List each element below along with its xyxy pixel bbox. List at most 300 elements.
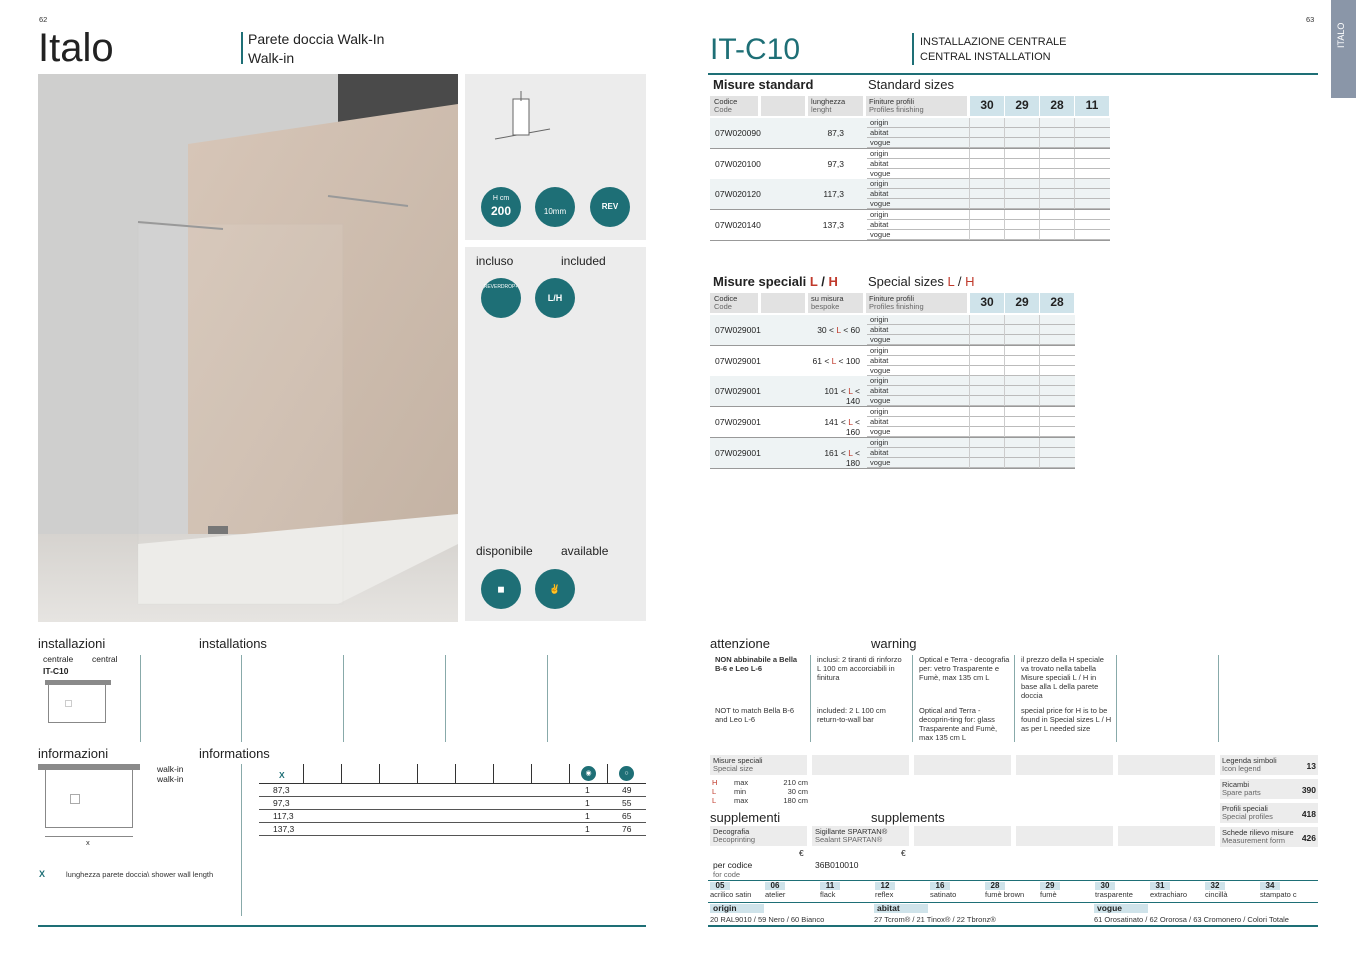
x-dimension-label: x — [86, 838, 90, 847]
info-table — [259, 764, 646, 838]
row-divider — [710, 345, 1075, 346]
range-lt-1: < — [824, 355, 830, 366]
info-row-n: 1 — [585, 811, 590, 821]
title-divider — [241, 32, 243, 64]
range-min: 30 — [817, 325, 827, 335]
warning-heading: warning — [871, 636, 917, 651]
warn-2-it: inclusi: 2 tiranti di rinforzo L 100 cm accorciabili in finitura — [817, 655, 902, 682]
fin-group-name: origin — [710, 904, 764, 913]
finish-col-line — [1074, 210, 1075, 240]
spec-title: Misure speciali L / H — [713, 274, 838, 289]
finish-line — [867, 324, 1075, 325]
deco-box: Decografia Decoprinting — [710, 826, 807, 846]
finish-col-line — [1074, 118, 1075, 148]
hdr-len-en: lenght — [811, 105, 832, 114]
ms-v: 30 cm — [787, 787, 808, 796]
glass-name: flack — [820, 890, 836, 899]
range-max: 100 — [845, 355, 860, 366]
finish-label: vogue — [870, 427, 891, 437]
finish-col-line — [969, 407, 970, 437]
hdr-fin-en: Profiles finishing — [869, 105, 924, 114]
ms-key: L — [712, 796, 717, 805]
range-min: 161 — [824, 447, 839, 458]
finish-col-line — [1004, 407, 1005, 437]
range-lt-2: < — [855, 386, 860, 397]
row-band — [710, 118, 1110, 148]
hdr-blank — [761, 96, 805, 116]
glass-row — [710, 882, 1318, 900]
ms-v: 210 cm — [783, 778, 808, 787]
informations-heading: informations — [199, 746, 270, 761]
fin-group-desc: 20 RAL9010 / 59 Nero / 60 Bianco — [710, 915, 825, 924]
row-divider — [710, 406, 1075, 407]
weight-icon: ◉ — [581, 766, 596, 781]
finish-label: abitat — [870, 158, 889, 168]
finish-line — [867, 416, 1075, 417]
finish-col-header: 11 — [1075, 96, 1109, 116]
option-icon-1: ◼ — [481, 569, 521, 609]
finish-col-header: 28 — [1040, 293, 1074, 313]
page-number-left: 62 — [39, 15, 48, 24]
finish-col-line — [1039, 210, 1040, 240]
model-title: IT-C10 — [710, 33, 801, 66]
finish-col-line — [969, 346, 970, 376]
finish-col-line — [969, 118, 970, 148]
finish-label: origin — [870, 315, 889, 324]
info-col-divider — [569, 764, 570, 783]
warn-4-en: special price for H is to be found in Special sizes L / H as per L needed size — [1021, 706, 1112, 733]
incluso-label: incluso — [476, 254, 514, 268]
info-row-line — [259, 835, 646, 836]
glass-code: 29 — [1040, 882, 1060, 890]
ms-m: max — [734, 778, 749, 787]
glass-name: trasparente — [1095, 890, 1133, 899]
row-range — [810, 448, 860, 468]
std-title-en: Standard sizes — [868, 77, 954, 92]
glass-code: 16 — [930, 882, 950, 890]
finish-line — [867, 355, 1075, 356]
info-row-line — [259, 809, 646, 810]
side-ref-it: Legenda simboli — [1222, 756, 1277, 765]
finish-label: vogue — [870, 365, 891, 375]
finish-label: origin — [870, 376, 889, 386]
subtitle-1: Parete doccia Walk-In — [248, 31, 385, 47]
row-code: 07W029001 — [715, 417, 761, 428]
range-lt-1: < — [840, 417, 846, 428]
hdr-bespoke-en: bespoke — [811, 302, 840, 311]
row-divider — [710, 209, 1110, 210]
row-code: 07W029001 — [715, 325, 761, 335]
info-row-v: 76 — [622, 824, 632, 834]
finish-label: abitat — [870, 417, 889, 427]
info-diagram — [45, 770, 133, 828]
finish-label: origin — [870, 118, 889, 127]
row-range — [810, 356, 860, 366]
info-row-v: 65 — [622, 811, 632, 821]
glass-code: 32 — [1205, 882, 1225, 890]
finish-col-line — [1039, 438, 1040, 468]
range-L: L — [848, 447, 853, 458]
row-code: 07W029001 — [715, 447, 761, 458]
side-tab: ITALO — [1331, 0, 1356, 98]
side-ref-it: Ricambi — [1222, 780, 1250, 789]
side-ref-en: Icon legend — [1222, 764, 1261, 773]
finish-col-line — [1039, 315, 1040, 345]
row-len: 137,3 — [822, 220, 844, 231]
finish-col-line — [1004, 149, 1005, 179]
informazioni-heading: informazioni — [38, 746, 109, 761]
hdr-len: lunghezza — [811, 97, 846, 106]
included-panel — [465, 247, 646, 621]
finish-col-line — [969, 438, 970, 468]
glass-name: reflex — [875, 890, 894, 899]
legend-text: lunghezza parete doccia\ shower wall length — [66, 870, 214, 879]
row-code: 07W020100 — [715, 158, 761, 169]
gray-cell-3 — [1016, 755, 1113, 775]
finish-line — [867, 426, 1075, 427]
installazioni-heading: installazioni — [38, 636, 106, 651]
glass-name: fumè — [1040, 890, 1057, 899]
included-label: included — [561, 254, 606, 268]
fin-group-desc: 27 Tcrom® / 21 Tinox® / 22 Tbronz® — [874, 915, 996, 924]
finish-col-line — [1004, 438, 1005, 468]
hdr-fin: Finiture profili — [869, 294, 915, 303]
glass-name: extrachiaro — [1150, 890, 1188, 899]
ms-key: H — [712, 778, 718, 787]
info-row-x: 87,3 — [273, 785, 290, 795]
hdr-code: Codice — [714, 97, 738, 106]
side-ref-page: 426 — [1301, 833, 1316, 843]
glass-name: acrilico satin — [710, 890, 752, 899]
finish-col-line — [969, 210, 970, 240]
row-code: 07W020140 — [715, 220, 761, 231]
finish-label: vogue — [870, 168, 891, 178]
info-row-n: 1 — [585, 824, 590, 834]
range-lt-2: < — [843, 325, 849, 335]
glass-name: fumè brown — [985, 890, 1025, 899]
range-min: 61 — [812, 355, 822, 366]
finish-col-line — [1039, 118, 1040, 148]
standard-sizes-table — [710, 96, 1110, 246]
product-title: Italo — [38, 26, 114, 70]
height-icon: H cm 200 — [481, 187, 521, 227]
row-divider — [710, 148, 1110, 149]
row-range — [810, 325, 860, 335]
finish-line — [867, 334, 1075, 335]
glass-name: atelier — [765, 890, 786, 899]
finish-label: abitat — [870, 325, 889, 334]
range-L: L — [848, 386, 853, 397]
top-rule-right — [708, 73, 1318, 75]
info-col-divider — [379, 764, 380, 783]
hdr-code-en: Code — [714, 105, 732, 114]
install-diagram — [48, 685, 106, 723]
ms-m: min — [734, 787, 747, 796]
info-row-v: 49 — [622, 785, 632, 795]
finish-col-header: 29 — [1005, 96, 1039, 116]
finish-label: vogue — [870, 199, 891, 209]
glass-code: 05 — [710, 882, 730, 890]
finish-label: abitat — [870, 355, 889, 365]
info-table-x-header: X — [279, 770, 285, 780]
finish-label: abitat — [870, 189, 889, 199]
finish-label: abitat — [870, 128, 889, 137]
glass-code: 11 — [820, 882, 840, 890]
finish-col-line — [1074, 149, 1075, 179]
centrale-label: centrale — [43, 654, 74, 664]
gray-cell-6 — [1016, 826, 1113, 846]
row-code: 07W020120 — [715, 189, 761, 200]
glass-name: cincillà — [1205, 890, 1228, 899]
seal-code: 36B010010 — [815, 860, 859, 870]
info-row-n: 1 — [585, 798, 590, 808]
warn-2-en: included: 2 L 100 cm return-to-wall bar — [817, 706, 886, 724]
info-col-divider — [417, 764, 418, 783]
info-col-divider — [341, 764, 342, 783]
finish-col-header: 28 — [1040, 96, 1074, 116]
finish-col-line — [1004, 118, 1005, 148]
side-ref-en: Special profiles — [1222, 812, 1273, 821]
row-code: 07W029001 — [715, 355, 761, 366]
row-divider — [710, 240, 1110, 241]
warn-3-it: Optical e Terra - decografia per: vetro Trasparente e Fumè, max 135 cm L — [919, 655, 1010, 682]
finish-label: origin — [870, 179, 889, 189]
range-max: 60 — [850, 325, 860, 335]
info-row-x: 137,3 — [273, 824, 295, 834]
lh-icon: L/H — [535, 278, 575, 318]
info-row-x: 117,3 — [273, 811, 294, 821]
finish-label: vogue — [870, 230, 891, 240]
side-ref-it: Schede rilievo misure — [1222, 828, 1294, 837]
side-ref-it: Profili speciali — [1222, 804, 1268, 813]
legend-x: X — [39, 869, 46, 879]
glass-code: 34 — [1260, 882, 1280, 890]
attenzione-heading: attenzione — [710, 636, 770, 651]
finish-col-line — [1004, 376, 1005, 406]
info-col-divider — [531, 764, 532, 783]
range-max: 180 — [845, 457, 860, 468]
range-lt-1: < — [840, 386, 846, 397]
finish-label: vogue — [870, 335, 891, 344]
range-lt-1: < — [840, 447, 846, 458]
range-L: L — [836, 325, 841, 335]
finish-col-line — [1004, 315, 1005, 345]
row-band — [710, 179, 1110, 209]
glass-code: 12 — [875, 882, 895, 890]
warn-3-en: Optical and Terra - decoprin-ting for: glass Trasparente and Fumè, max 135 cm L — [919, 706, 998, 742]
walkin-label-1: walk-in — [157, 764, 184, 774]
finish-line — [867, 447, 1075, 448]
finish-col-line — [1039, 149, 1040, 179]
finish-col-line — [1004, 179, 1005, 209]
range-max: 140 — [845, 396, 860, 407]
finish-col-line — [1039, 407, 1040, 437]
glass-code: 30 — [1095, 882, 1115, 890]
side-ref-en: Measurement form — [1222, 836, 1285, 845]
info-col-divider — [493, 764, 494, 783]
info-row-line — [259, 796, 646, 797]
side-ref-en: Spare parts — [1222, 788, 1261, 797]
row-len: 97,3 — [827, 158, 844, 169]
finish-label: origin — [870, 148, 889, 158]
finish-col-line — [1004, 346, 1005, 376]
finish-line — [867, 395, 1075, 396]
gray-cell-1 — [812, 755, 909, 775]
row-code: 07W029001 — [715, 386, 761, 397]
per-codice: per codice — [713, 860, 753, 870]
itc10-label: IT-C10 — [43, 666, 69, 676]
install-diagram-icon — [485, 89, 555, 149]
finish-col-line — [1039, 376, 1040, 406]
range-min: 141 — [824, 417, 839, 428]
finish-col-header: 30 — [970, 293, 1004, 313]
option-icon-2: ✌ — [535, 569, 575, 609]
gray-cell-5 — [914, 826, 1011, 846]
finish-col-line — [969, 376, 970, 406]
side-ref-page: 390 — [1301, 785, 1316, 795]
glass-code: 31 — [1150, 882, 1170, 890]
finish-label: origin — [870, 210, 889, 220]
walkin-label-2: walk-in — [157, 774, 184, 784]
hdr-fin-en: Profiles finishing — [869, 302, 924, 311]
range-L: L — [848, 417, 853, 428]
reverdrop-icon: REVERDROP+ — [481, 278, 521, 318]
side-ref-page: 13 — [1306, 761, 1316, 771]
finish-label: vogue — [870, 457, 891, 467]
ms-rows — [712, 778, 812, 808]
reversible-icon: REV — [590, 187, 630, 227]
row-band — [710, 376, 1075, 406]
row-range — [810, 417, 860, 437]
kg-icon: ○ — [619, 766, 634, 781]
finish-col-header: 30 — [970, 96, 1004, 116]
supplements-heading: supplements — [871, 810, 945, 825]
info-row-x: 97,3 — [273, 798, 290, 808]
row-len: 117,3 — [823, 189, 844, 200]
available-label: available — [561, 544, 609, 558]
finish-label: abitat — [870, 386, 889, 396]
row-band — [710, 315, 1075, 345]
glass-name: stampato c — [1260, 890, 1297, 899]
info-row-n: 1 — [585, 785, 590, 795]
range-lt-2: < — [838, 355, 844, 366]
subtitle-2: Walk-in — [248, 50, 295, 66]
info-col-divider — [455, 764, 456, 783]
ms-m: max — [734, 796, 749, 805]
central-label: central — [92, 654, 118, 664]
gray-cell-2 — [914, 755, 1011, 775]
euro-1: € — [799, 848, 804, 858]
range-L: L — [831, 355, 837, 366]
glass-code: 28 — [985, 882, 1005, 890]
warn-4-it: il prezzo della H speciale va trovato nella tabella Misure speciali L / H in base alla L della parete doccia — [1021, 655, 1104, 700]
fin-group-name: abitat — [874, 904, 928, 913]
gray-cell-7 — [1118, 826, 1215, 846]
for-code: for code — [713, 870, 741, 879]
row-code: 07W020090 — [715, 128, 761, 138]
ms-key: L — [712, 787, 717, 796]
finish-line — [867, 457, 1075, 458]
row-len: 87,3 — [827, 128, 844, 138]
finish-col-line — [1004, 210, 1005, 240]
finish-label: abitat — [870, 220, 889, 230]
installations-heading: installations — [199, 636, 267, 651]
hdr-bespoke: su misura — [811, 294, 844, 303]
seal-box: Sigillante SPARTAN® Sealant SPARTAN® — [812, 826, 909, 846]
disponibile-label: disponibile — [476, 544, 533, 558]
ms-box: Misure speciali Special size — [710, 755, 807, 775]
finish-col-line — [969, 315, 970, 345]
gray-cell-4 — [1118, 755, 1215, 775]
supplementi-heading: supplementi — [710, 810, 781, 825]
side-refs — [1220, 755, 1318, 851]
finish-label: vogue — [870, 396, 891, 406]
finish-col-line — [969, 179, 970, 209]
hdr-blank — [761, 293, 805, 313]
fin-group-name: vogue — [1094, 904, 1148, 913]
row-divider — [710, 468, 1075, 469]
range-lt-1: < — [829, 325, 835, 335]
finish-label: origin — [870, 437, 889, 447]
model-sub-1: INSTALLAZIONE CENTRALE — [920, 36, 1067, 48]
range-lt-2: < — [855, 447, 860, 458]
info-col-divider — [607, 764, 608, 783]
warn-1-en: NOT to match Bella B-6 and Leo L-6 — [715, 706, 795, 724]
range-lt-2: < — [855, 417, 860, 428]
warn-1-it: NON abbinabile a Bella B-6 e Leo L-6 — [715, 655, 798, 673]
finish-label: origin — [870, 345, 889, 355]
model-sub-2: CENTRAL INSTALLATION — [920, 51, 1051, 63]
row-range — [810, 386, 860, 406]
finish-label: origin — [870, 407, 889, 417]
finish-col-line — [1039, 346, 1040, 376]
page-number-right: 63 — [1306, 15, 1315, 24]
product-photo — [38, 74, 458, 622]
model-divider — [912, 33, 914, 65]
bottom-rule-right — [708, 925, 1318, 927]
row-band — [710, 438, 1075, 468]
finish-label: abitat — [870, 447, 889, 457]
hdr-code-en: Code — [714, 302, 732, 311]
features-panel — [465, 74, 646, 240]
finish-col-header: 29 — [1005, 293, 1039, 313]
euro-2: € — [901, 848, 906, 858]
glass-name: satinato — [930, 890, 957, 899]
finish-col-line — [969, 149, 970, 179]
hdr-code: Codice — [714, 294, 738, 303]
glass-code: 06 — [765, 882, 785, 890]
finish-col-line — [1039, 179, 1040, 209]
hdr-fin: Finiture profili — [869, 97, 915, 106]
special-sizes-table — [710, 293, 1080, 473]
fin-group-desc: 61 Orosatinato / 62 Ororosa / 63 Cromonero / Colori Totale — [1094, 915, 1289, 924]
finish-row — [710, 904, 1318, 926]
glass-thickness-icon: 10mm — [535, 187, 575, 227]
ms-v: 180 cm — [783, 796, 808, 805]
info-row-line — [259, 822, 646, 823]
finish-line — [867, 365, 1075, 366]
finish-label: vogue — [870, 138, 891, 147]
finish-line — [867, 385, 1075, 386]
bottom-rule-left — [38, 925, 646, 927]
std-title: Misure standard — [713, 77, 814, 92]
range-min: 101 — [824, 386, 839, 397]
info-col-divider — [303, 764, 304, 783]
info-row-v: 55 — [622, 798, 632, 808]
range-max: 160 — [845, 427, 860, 438]
spec-title-en: Special sizes L / H — [868, 274, 975, 289]
side-ref-page: 418 — [1301, 809, 1316, 819]
